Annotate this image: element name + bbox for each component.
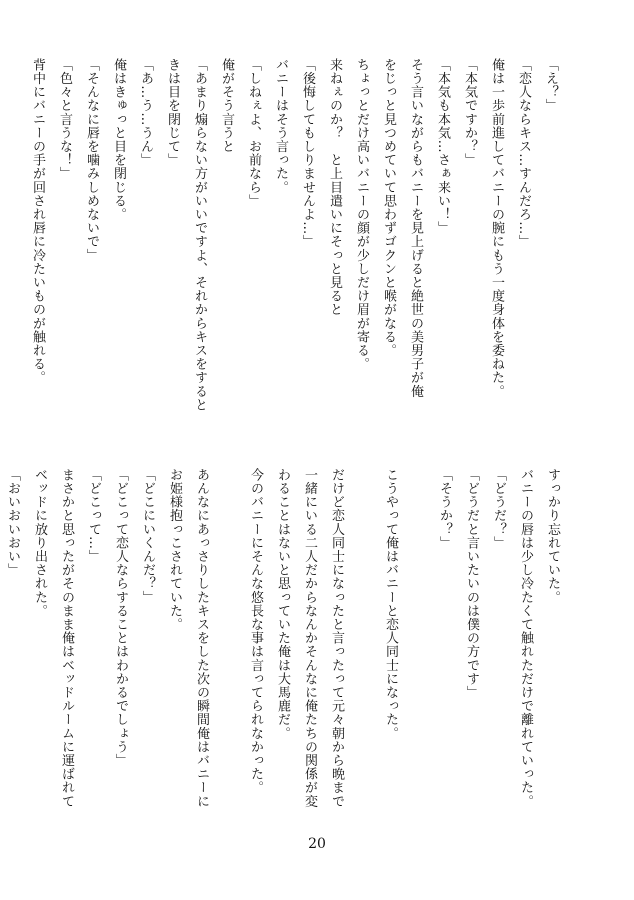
text-line: ちょっとだけ高いバニーの顔が少しだけ眉が寄る。	[354, 58, 369, 371]
text-line: 「しねぇよ、お前なら」	[246, 58, 261, 208]
text-line: 「どうだ？」	[491, 468, 506, 550]
text-line: ベッドに放り出された。	[32, 468, 47, 618]
text-line: 「そうか？」	[437, 468, 452, 550]
text-line: 「色々と言うな！」	[57, 58, 72, 181]
page-number: 20	[308, 836, 326, 852]
text-line: 「後悔してもしりませんよ…」	[300, 58, 315, 249]
text-line: だけど恋人同士になったと言ったって元々朝から晩まで	[329, 468, 344, 808]
text-line: そう言いながらもバニーを見上げると絶世の美男子が俺	[408, 58, 423, 398]
text-line: 今のバニーにそんな悠長な事は言ってられなかった。	[248, 468, 263, 795]
text-line: 「恋人ならキス…すんだろ…」	[516, 58, 531, 249]
text-line: 「そんなに唇を噛みしめないで」	[84, 58, 99, 262]
text-line: 「え？」	[543, 58, 558, 113]
text-line	[350, 468, 377, 830]
text-line: お姫様抱っこされていた。	[167, 468, 182, 632]
text-line: 俺は一歩前進してバニーの腕にもう一度身体を委ねた。	[489, 58, 504, 398]
upper-text-block	[0, 58, 564, 438]
text-line: こうやって俺はバニーと恋人同士になった。	[383, 468, 398, 740]
text-line: 「おいおいおい」	[5, 468, 20, 577]
text-line: 「どこって…」	[86, 468, 101, 564]
text-line: まさかと思ったがそのまま俺はベッドルームに運ばれて	[59, 468, 74, 808]
text-line: 背中にバニーの手が回され唇に冷たいものが触れる。	[30, 58, 45, 385]
text-line: きは目を閉じて」	[165, 58, 180, 167]
text-line: 「あまり煽らない方がいいですよ、それからキスをすると	[192, 58, 207, 412]
text-line: 「あ…う…うん」	[138, 58, 153, 167]
text-line: あんなにあっさりしたキスをした次の瞬間俺はバニーに	[194, 468, 209, 808]
text-line: 「どこにいくんだ？」	[140, 468, 155, 604]
text-line: 俺がそう言うと	[219, 58, 234, 154]
text-line: 「どこって恋人ならすることはわかるでしょう」	[113, 468, 128, 768]
text-line	[404, 468, 431, 830]
text-line: わることはないと思っていた俺は大馬鹿だ。	[275, 468, 290, 740]
text-line: 俺はきゅっと目を閉じる。	[111, 58, 126, 222]
text-line: をじっと見つめていて思わずゴクンと喉がなる。	[381, 58, 396, 358]
text-line: 「本気ですか？」	[462, 58, 477, 167]
text-line: すっかり忘れていた。	[545, 468, 560, 604]
text-line: 一緒にいる二人だからなんかそんなに俺たちの関係が変	[302, 468, 317, 808]
text-line	[0, 58, 24, 438]
text-line	[215, 468, 242, 830]
text-line: バニーはそう言った。	[273, 58, 288, 194]
lower-text-block	[0, 468, 566, 830]
text-line: 「どうだと言いたいのは僕の方です」	[464, 468, 479, 700]
text-line: 来ねぇのか？ と上目遣いにそっと見ると	[327, 58, 342, 317]
text-line: バニーの唇は少し冷たくて触れただけで離れていった。	[518, 468, 533, 808]
text-line: 「本気も本気…さぁ来い！」	[435, 58, 450, 235]
